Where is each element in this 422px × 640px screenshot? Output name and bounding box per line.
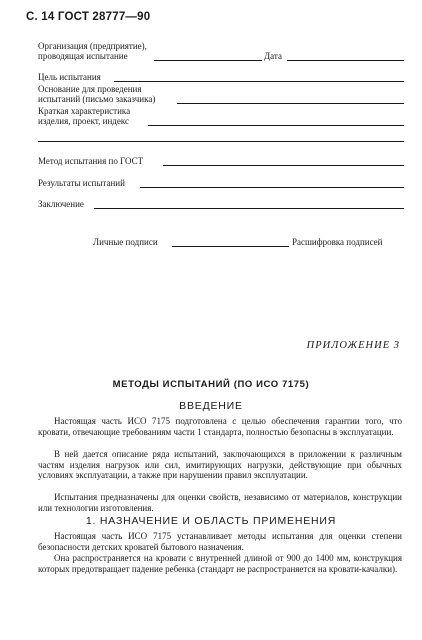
method-label: Метод испытания по ГОСТ [38, 156, 144, 166]
section1-heading: 1. НАЗНАЧЕНИЕ И ОБЛАСТЬ ПРИМЕНЕНИЯ [85, 515, 337, 527]
signatures-label: Личные подписи [93, 237, 158, 247]
purpose-label: Цель испытания [38, 72, 101, 82]
char-extra-line [38, 141, 404, 142]
org-label-line1: Организация (предприятие), [38, 41, 147, 51]
date-fill-line [287, 60, 404, 61]
results-fill-line [140, 187, 404, 188]
char-label-line2: изделия, проект, индекс [38, 116, 130, 126]
section1-paragraph-2: Она распространяется на кровати с внутренней длиной от 900 до 1400 мм, конструкция которых предотвращает падение ребенка (стандарт не распространяется на кровати-качалки). [38, 553, 402, 574]
basis-label-line2: испытаний (письмо заказчика) [38, 94, 156, 104]
decoding-label: Расшифровка подписей [292, 237, 383, 247]
intro-heading: ВВЕДЕНИЕ [179, 400, 243, 412]
char-fill-line [148, 125, 404, 126]
method-fill-line [163, 165, 404, 166]
basis-label-line1: Основание для проведения [38, 84, 142, 94]
results-label: Результаты испытаний [38, 178, 125, 188]
section1-paragraph-1: Настоящая часть ИСО 7175 устанавливает методы испытания для оценки степени безопасности детских кроватей бытового назначения. [38, 531, 402, 552]
basis-fill-line [177, 103, 404, 104]
purpose-fill-line [114, 81, 404, 82]
org-label-line2: проводящая испытание [38, 51, 128, 61]
conclusion-label: Заключение [38, 199, 84, 209]
conclusion-fill-line [94, 208, 404, 209]
char-label-line1: Краткая характеристика [38, 106, 131, 116]
intro-paragraph-3: Испытания предназначены для оценки свойств, независимо от материалов, конструкции или технологии изготовления. [38, 492, 402, 513]
document-title: МЕТОДЫ ИСПЫТАНИЙ (ПО ИСО 7175) [112, 379, 310, 390]
intro-paragraph-1: Настоящая часть ИСО 7175 подготовлена с целью обеспечения гарантии того, что кровати, отвечающие требованиям части 1 стандарта, полностью безопасны в эксплуатации. [38, 416, 402, 437]
appendix-label: ПРИЛОЖЕНИЕ 3 [306, 340, 400, 351]
signatures-fill-line [172, 246, 289, 247]
intro-paragraph-2: В ней дается описание ряда испытаний, заключающихся в приложении к различным частям изделия нагрузок или сил, имитирующих нагрузки, действующие при обычных условиях эксплуатации, а также при нарушении правил эксплуатации. [38, 449, 402, 481]
page-header: С. 14 ГОСТ 28777—90 [26, 11, 151, 23]
date-label: Дата [264, 51, 282, 61]
org-fill-line [154, 60, 262, 61]
